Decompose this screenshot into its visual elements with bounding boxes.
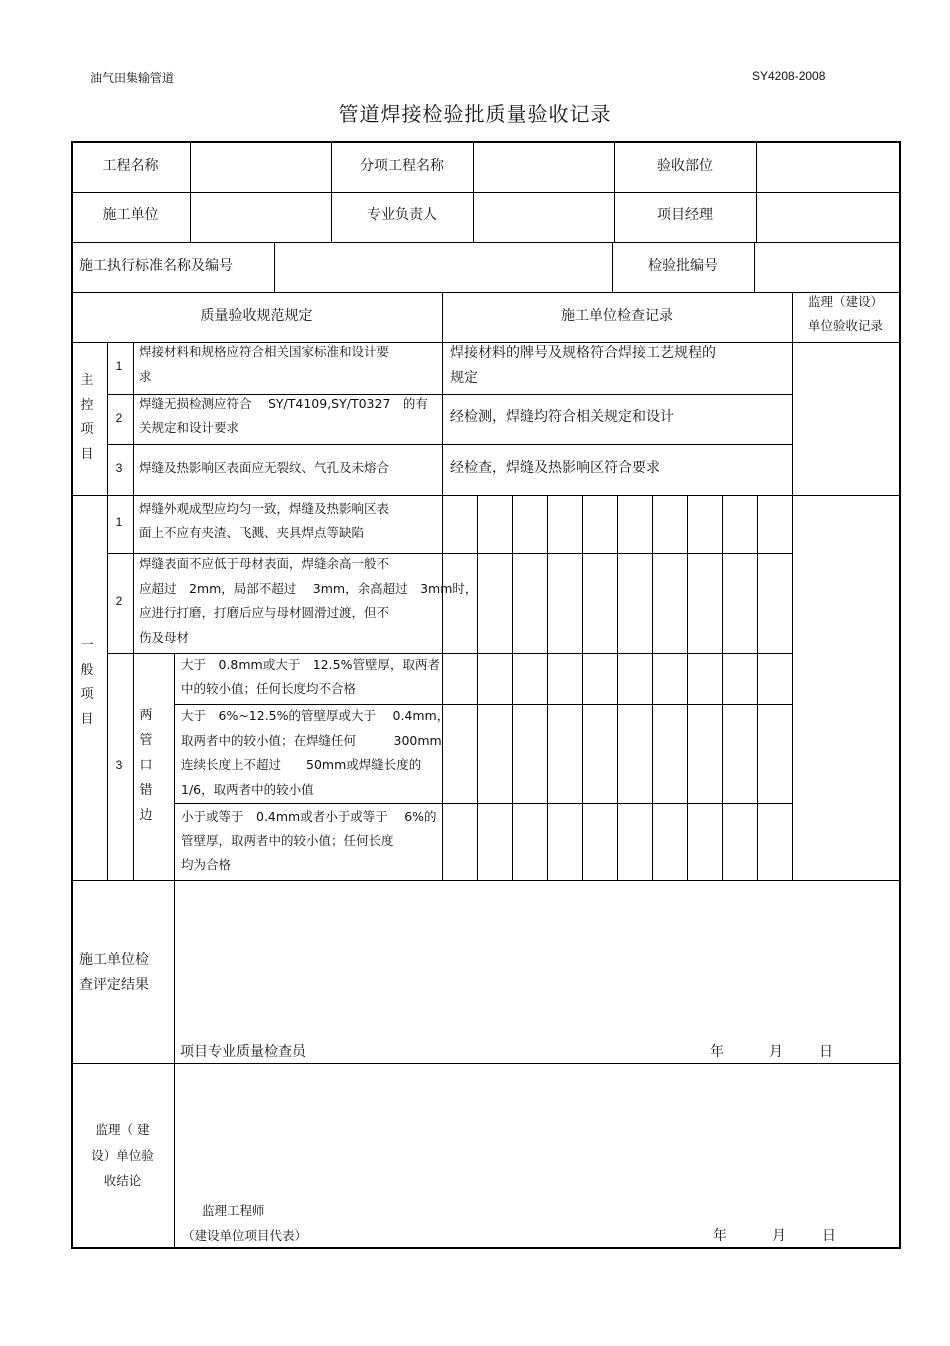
row-line [71, 1063, 901, 1064]
result-day-label: 日 [819, 1044, 833, 1060]
acceptance-part-label: 验收部位 [657, 158, 713, 174]
col-line [174, 653, 175, 880]
general-item-2-number: 2 [115, 594, 123, 608]
main-item-3-number: 3 [115, 461, 123, 475]
grid-col [722, 495, 723, 880]
misalignment-label: 两管口错边 [139, 708, 153, 823]
supervisor-conclusion-label-2: 设）单位验 [91, 1148, 154, 1163]
conclusion-day-label: 日 [822, 1228, 836, 1244]
main-control-label: 主控项目 [80, 373, 94, 462]
main-item-3-record-line1: 经检查，焊缝及热影响区符合要求 [450, 460, 660, 476]
col-line [756, 141, 757, 242]
supervising-engineer-label: 监理工程师 [202, 1203, 265, 1218]
row-line [107, 444, 793, 445]
col-line [473, 141, 474, 242]
general-item-2-line: 应进行打磨，打磨后应与母材圆滑过渡，但不 [139, 605, 390, 620]
general-label: 一般项目 [80, 638, 94, 727]
misalignment-row-2-line: 取两者中的较小值；在焊缝任何 300mm [181, 733, 442, 748]
grid-col [512, 495, 513, 880]
col-line [133, 342, 134, 880]
grid-col [652, 495, 653, 880]
result-month-label: 月 [769, 1044, 783, 1060]
misalignment-row-2-line: 1/6，取两者中的较小值 [181, 782, 314, 797]
main-item-1-record-line2: 规定 [450, 370, 478, 386]
supervisor-column-header-2: 单位验收记录 [807, 318, 883, 333]
main-item-2-line2: 关规定和设计要求 [139, 420, 240, 435]
conclusion-year-label: 年 [713, 1228, 727, 1244]
col-line [274, 242, 275, 292]
spec-column-header: 质量验收规范规定 [200, 308, 313, 324]
main-item-1-record-line1: 焊接材料的牌号及规格符合焊接工艺规程的 [450, 345, 716, 361]
construction-result-label-2: 查评定结果 [79, 977, 149, 993]
construction-unit-label: 施工单位 [102, 207, 159, 223]
supervisor-conclusion-label-3: 收结论 [103, 1173, 142, 1188]
result-year-label: 年 [710, 1044, 724, 1060]
col-line [792, 292, 793, 880]
row-line [174, 803, 793, 804]
construction-result-label-1: 施工单位检 [79, 952, 149, 968]
header-standard-code: SY4208-2008 [752, 69, 826, 83]
general-item-3-number: 3 [115, 758, 123, 772]
standard-label: 施工执行标准名称及编号 [79, 258, 233, 274]
main-item-1-line2: 求 [139, 369, 152, 384]
main-item-2-record-line1: 经检测，焊缝均符合相关规定和设计 [450, 409, 674, 425]
supervisor-conclusion-label-1: 监理（ 建 [95, 1122, 150, 1137]
quality-inspector-label: 项目专业质量检查员 [180, 1044, 306, 1060]
misalignment-row-2-line: 大于 6%~12.5%的管壁厚或大于 0.4mm， [181, 708, 450, 723]
row-line [71, 495, 901, 496]
grid-col [547, 495, 548, 880]
project-name-label: 工程名称 [102, 158, 159, 174]
general-item-1-line: 焊缝外观成型应均匀一致，焊缝及热影响区表 [139, 501, 390, 516]
row-line [71, 880, 901, 881]
col-line [174, 880, 175, 1248]
misalignment-row-3-line: 管壁厚，取两者中的较小值；任何长度 [181, 833, 394, 848]
misalignment-row-1-line: 大于 0.8mm或大于 12.5%管壁厚，取两者 [181, 657, 440, 672]
main-item-1-number: 1 [115, 359, 123, 373]
main-item-2-number: 2 [115, 411, 123, 425]
misalignment-row-2-line: 连续长度上不超过 50mm或焊缝长度的 [181, 757, 422, 772]
project-manager-label: 项目经理 [657, 207, 713, 223]
sub-project-label: 分项工程名称 [360, 158, 444, 174]
frame-top [71, 141, 901, 143]
batch-number-label: 检验批编号 [648, 258, 718, 274]
owner-representative-label: （建设单位项目代表） [182, 1228, 308, 1243]
misalignment-row-3-line: 小于或等于 0.4mm或者小于或等于 6%的 [181, 809, 437, 824]
misalignment-row-3-line: 均为合格 [181, 857, 232, 872]
professional-lead-label: 专业负责人 [367, 207, 437, 223]
general-item-2-line: 伤及母材 [139, 630, 190, 645]
page-title: 管道焊接检验批质量验收记录 [338, 102, 612, 126]
header-doc-category: 油气田集输管道 [90, 71, 175, 85]
col-line [754, 242, 755, 292]
main-item-3-line1: 焊缝及热影响区表面应无裂纹、气孔及未熔合 [139, 460, 390, 475]
general-item-1-number: 1 [115, 515, 123, 529]
grid-col [582, 495, 583, 880]
col-line [190, 141, 191, 242]
grid-col [617, 495, 618, 880]
supervisor-column-header-1: 监理（建设） [807, 294, 883, 309]
grid-col [757, 495, 758, 880]
general-item-2-line: 应超过 2mm，局部不超过 3mm，余高超过 3mm时， [139, 581, 478, 596]
general-item-2-line: 焊缝表面不应低于母材表面，焊缝余高一般不 [139, 556, 390, 571]
row-line [71, 292, 901, 293]
grid-col [687, 495, 688, 880]
conclusion-month-label: 月 [772, 1228, 786, 1244]
inspection-form [71, 141, 901, 1249]
frame-right [899, 141, 901, 1249]
row-line [71, 242, 901, 243]
grid-col [477, 495, 478, 880]
row-line [71, 192, 901, 193]
general-item-1-line: 面上不应有夹渣、飞溅、夹具焊点等缺陷 [139, 525, 365, 540]
misalignment-row-1-line: 中的较小值；任何长度均不合格 [181, 681, 357, 696]
record-column-header: 施工单位检查记录 [561, 308, 673, 324]
main-item-2-line1: 焊缝无损检测应符合 SY/T4109,SY/T0327 的有 [139, 396, 428, 411]
main-item-1-line1: 焊接材料和规格应符合相关国家标准和设计要 [139, 344, 390, 359]
